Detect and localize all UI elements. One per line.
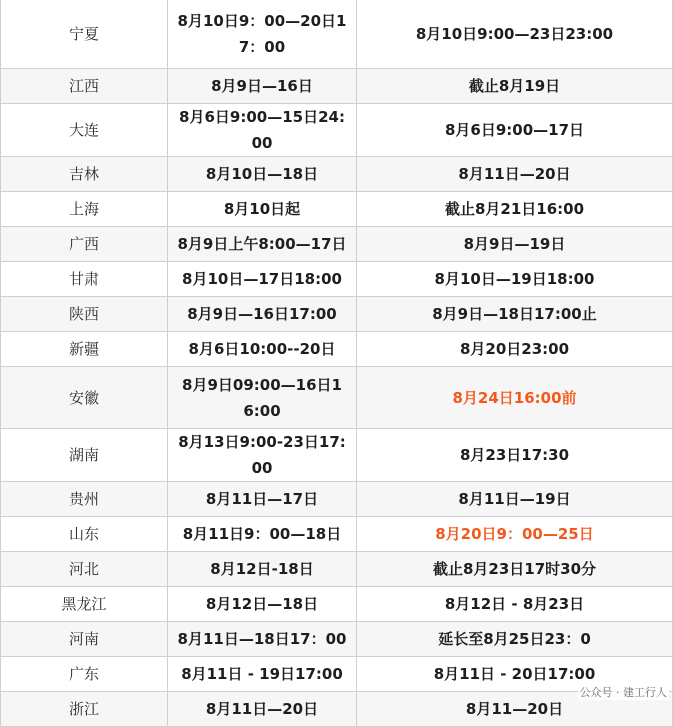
payment-deadline-cell: 8月12日 - 8月23日 bbox=[357, 587, 673, 622]
registration-period-cell: 8月13日9:00-23日17:00 bbox=[168, 429, 357, 482]
registration-period-cell: 8月6日9:00—15日24:00 bbox=[168, 104, 357, 157]
payment-deadline-cell: 8月20日23:00 bbox=[357, 332, 673, 367]
table-row bbox=[1, 517, 673, 552]
table-row bbox=[1, 262, 673, 297]
registration-period-cell: 8月9日—16日 bbox=[168, 69, 357, 104]
payment-deadline-cell: 8月20日9：00—25日 bbox=[357, 517, 673, 552]
table-row bbox=[1, 69, 673, 104]
region-cell: 甘肃 bbox=[1, 262, 168, 297]
table-row bbox=[1, 692, 673, 727]
table-row bbox=[1, 0, 673, 69]
watermark: 公众号 · 建工行人 bbox=[579, 686, 667, 699]
table-body bbox=[1, 0, 673, 727]
payment-deadline-cell: 8月6日9:00—17日 bbox=[357, 104, 673, 157]
table-row bbox=[1, 657, 673, 692]
payment-deadline-cell: 截止8月23日17时30分 bbox=[357, 552, 673, 587]
table-row bbox=[1, 332, 673, 367]
registration-period-cell: 8月6日10:00--20日 bbox=[168, 332, 357, 367]
payment-deadline-cell: 8月23日17:30 bbox=[357, 429, 673, 482]
region-cell: 河南 bbox=[1, 622, 168, 657]
registration-period-cell: 8月9日09:00—16日16:00 bbox=[168, 367, 357, 429]
table-row bbox=[1, 192, 673, 227]
registration-period-cell: 8月11日—20日 bbox=[168, 692, 357, 727]
table-row bbox=[1, 104, 673, 157]
payment-deadline-cell: 8月10日9:00—23日23:00 bbox=[357, 0, 673, 69]
registration-period-cell: 8月9日上午8:00—17日 bbox=[168, 227, 357, 262]
registration-period-cell: 8月10日9：00—20日17：00 bbox=[168, 0, 357, 69]
region-cell: 浙江 bbox=[1, 692, 168, 727]
table-row bbox=[1, 482, 673, 517]
payment-deadline-cell: 8月11日 - 20日17:00 bbox=[357, 657, 673, 692]
region-cell: 新疆 bbox=[1, 332, 168, 367]
registration-period-cell: 8月11日 - 19日17:00 bbox=[168, 657, 357, 692]
region-cell: 河北 bbox=[1, 552, 168, 587]
payment-deadline-cell: 8月9日—18日17:00止 bbox=[357, 297, 673, 332]
payment-deadline-cell: 8月11—20日 bbox=[357, 692, 673, 727]
region-cell: 广东 bbox=[1, 657, 168, 692]
region-cell: 广西 bbox=[1, 227, 168, 262]
payment-deadline-cell: 延长至8月25日23：0 bbox=[357, 622, 673, 657]
registration-period-cell: 8月11日—18日17：00 bbox=[168, 622, 357, 657]
payment-deadline-cell: 8月11日—20日 bbox=[357, 157, 673, 192]
payment-deadline-cell: 8月9日—19日 bbox=[357, 227, 673, 262]
payment-deadline-cell: 截止8月19日 bbox=[357, 69, 673, 104]
registration-period-cell: 8月12日—18日 bbox=[168, 587, 357, 622]
registration-period-cell: 8月12日-18日 bbox=[168, 552, 357, 587]
region-cell: 贵州 bbox=[1, 482, 168, 517]
region-cell: 陕西 bbox=[1, 297, 168, 332]
region-cell: 安徽 bbox=[1, 367, 168, 429]
payment-deadline-cell: 8月10日—19日18:00 bbox=[357, 262, 673, 297]
payment-deadline-cell: 截止8月21日16:00 bbox=[357, 192, 673, 227]
registration-period-cell: 8月11日—17日 bbox=[168, 482, 357, 517]
payment-deadline-cell: 8月11日—19日 bbox=[357, 482, 673, 517]
region-cell: 宁夏 bbox=[1, 0, 168, 69]
table-row bbox=[1, 552, 673, 587]
region-cell: 湖南 bbox=[1, 429, 168, 482]
payment-deadline-cell: 8月24日16:00前 bbox=[357, 367, 673, 429]
registration-period-cell: 8月10日—17日18:00 bbox=[168, 262, 357, 297]
table-row bbox=[1, 227, 673, 262]
table-row bbox=[1, 587, 673, 622]
registration-period-cell: 8月9日—16日17:00 bbox=[168, 297, 357, 332]
registration-period-cell: 8月10日起 bbox=[168, 192, 357, 227]
table-row bbox=[1, 622, 673, 657]
region-cell: 大连 bbox=[1, 104, 168, 157]
region-cell: 山东 bbox=[1, 517, 168, 552]
table-row bbox=[1, 367, 673, 429]
region-cell: 上海 bbox=[1, 192, 168, 227]
table-row bbox=[1, 429, 673, 482]
registration-period-cell: 8月10日—18日 bbox=[168, 157, 357, 192]
table-row bbox=[1, 297, 673, 332]
registration-period-cell: 8月11日9：00—18日 bbox=[168, 517, 357, 552]
region-cell: 江西 bbox=[1, 69, 168, 104]
table-row bbox=[1, 157, 673, 192]
region-cell: 黑龙江 bbox=[1, 587, 168, 622]
region-cell: 吉林 bbox=[1, 157, 168, 192]
